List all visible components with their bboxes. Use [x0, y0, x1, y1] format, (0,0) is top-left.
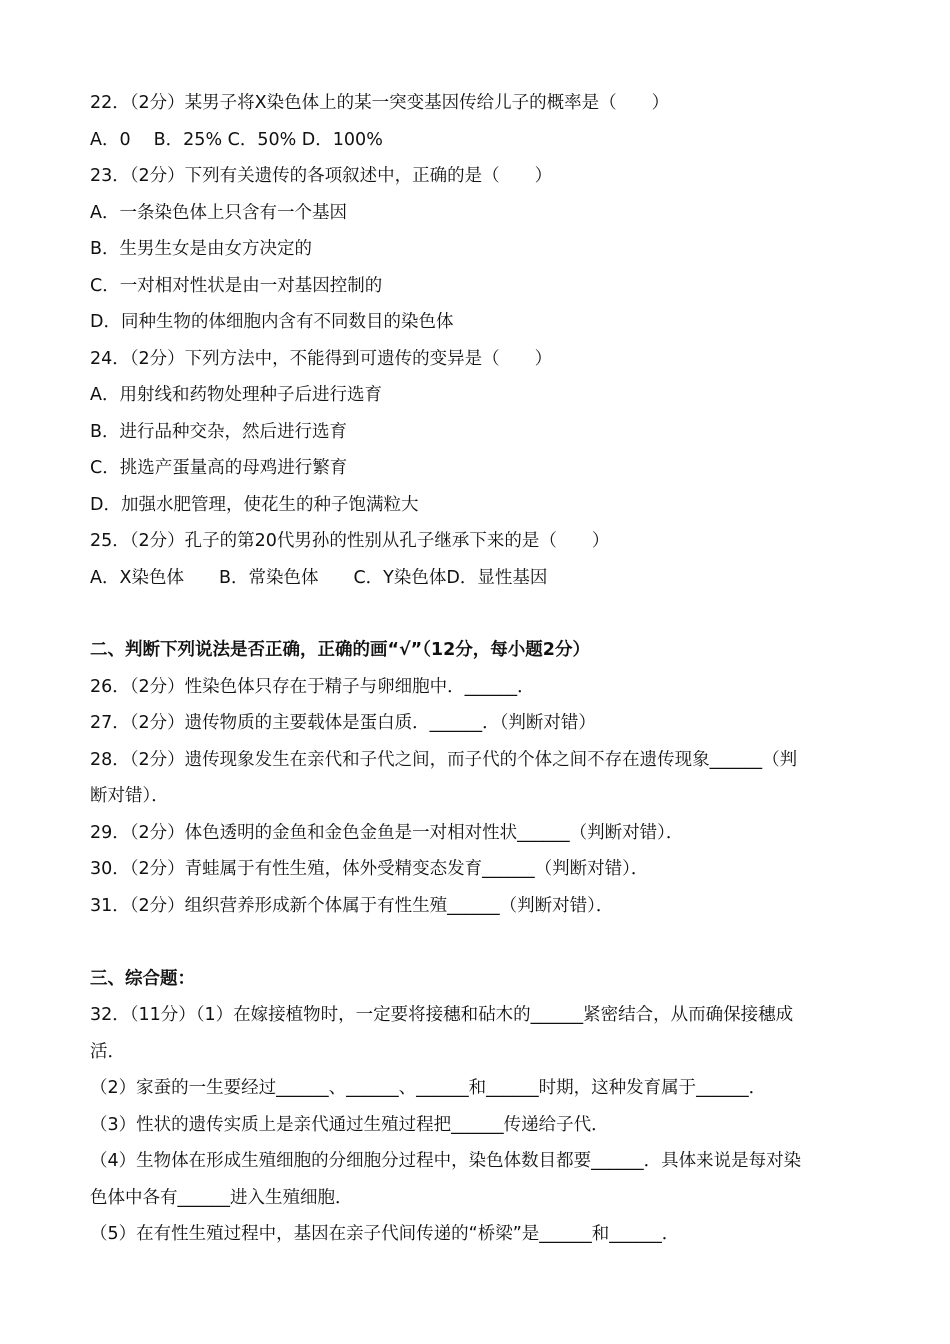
question-24-option-a: A．用射线和药物处理种子后进行选育: [90, 385, 382, 405]
question-23: 23．（2分）下列有关遗传的各项叙述中，正确的是（ ）: [90, 166, 553, 186]
question-30: 30．（2分）青蛙属于有性生殖，体外受精变态发育______（判断对错）．: [90, 859, 649, 879]
question-24: 24．（2分）下列方法中，不能得到可遗传的变异是（ ）: [90, 349, 553, 369]
question-25-options: A．X染色体 B．常染色体 C．Y染色体D．显性基因: [90, 568, 548, 588]
section-3-heading: 三、综合题：: [90, 969, 195, 989]
question-24-option-c: C．挑选产蛋量高的母鸡进行繁育: [90, 458, 348, 478]
question-25: 25．（2分）孔子的第20代男孙的性别从孔子继承下来的是（ ）: [90, 531, 610, 551]
question-32-continued: 活．: [90, 1042, 125, 1062]
section-2-heading: 二、判断下列说法是否正确，正确的画“√”（12分，每小题2分）: [90, 640, 590, 660]
question-27: 27．（2分）遗传物质的主要载体是蛋白质．______．（判断对错）: [90, 713, 596, 733]
question-32-part-3: （3）性状的遗传实质上是亲代通过生殖过程把______传递给子代．: [90, 1115, 609, 1135]
question-32-part-4: （4）生物体在形成生殖细胞的分细胞分过程中，染色体数目都要______．具体来说是每对染: [90, 1151, 802, 1171]
question-22: 22．（2分）某男子将X染色体上的某一突变基因传给儿子的概率是（ ）: [90, 93, 670, 113]
question-23-option-b: B．生男生女是由女方决定的: [90, 239, 313, 259]
question-28-continued: 断对错）．: [90, 786, 169, 806]
question-26: 26．（2分）性染色体只存在于精子与卵细胞中．______．: [90, 677, 535, 697]
question-32-part-2: （2）家蚕的一生要经过______、______、______和______时期，这种发育属于______．: [90, 1078, 767, 1098]
question-24-option-d: D．加强水肥管理，使花生的种子饱满粒大: [90, 495, 419, 515]
question-23-option-a: A．一条染色体上只含有一个基因: [90, 203, 347, 223]
question-32-part-4-continued: 色体中各有______进入生殖细胞．: [90, 1188, 353, 1208]
question-23-option-c: C．一对相对性状是由一对基因控制的: [90, 276, 383, 296]
question-22-options: A．0 B．25% C．50% D．100%: [90, 130, 383, 150]
question-29: 29．（2分）体色透明的金鱼和金色金鱼是一对相对性状______（判断对错）．: [90, 823, 684, 843]
question-28: 28．（2分）遗传现象发生在亲代和子代之间，而子代的个体之间不存在遗传现象______（判: [90, 750, 798, 770]
question-32-part-5: （5）在有性生殖过程中，基因在亲子代间传递的“桥梁”是______和______．: [90, 1224, 680, 1244]
question-24-option-b: B．进行品种交杂，然后进行选育: [90, 422, 348, 442]
question-31: 31．（2分）组织营养形成新个体属于有性生殖______（判断对错）．: [90, 896, 614, 916]
question-23-option-d: D．同种生物的体细胞内含有不同数目的染色体: [90, 312, 454, 332]
question-32: 32．（11分）（1）在嫁接植物时，一定要将接穗和砧木的______紧密结合，从而确保接穗成: [90, 1005, 794, 1025]
